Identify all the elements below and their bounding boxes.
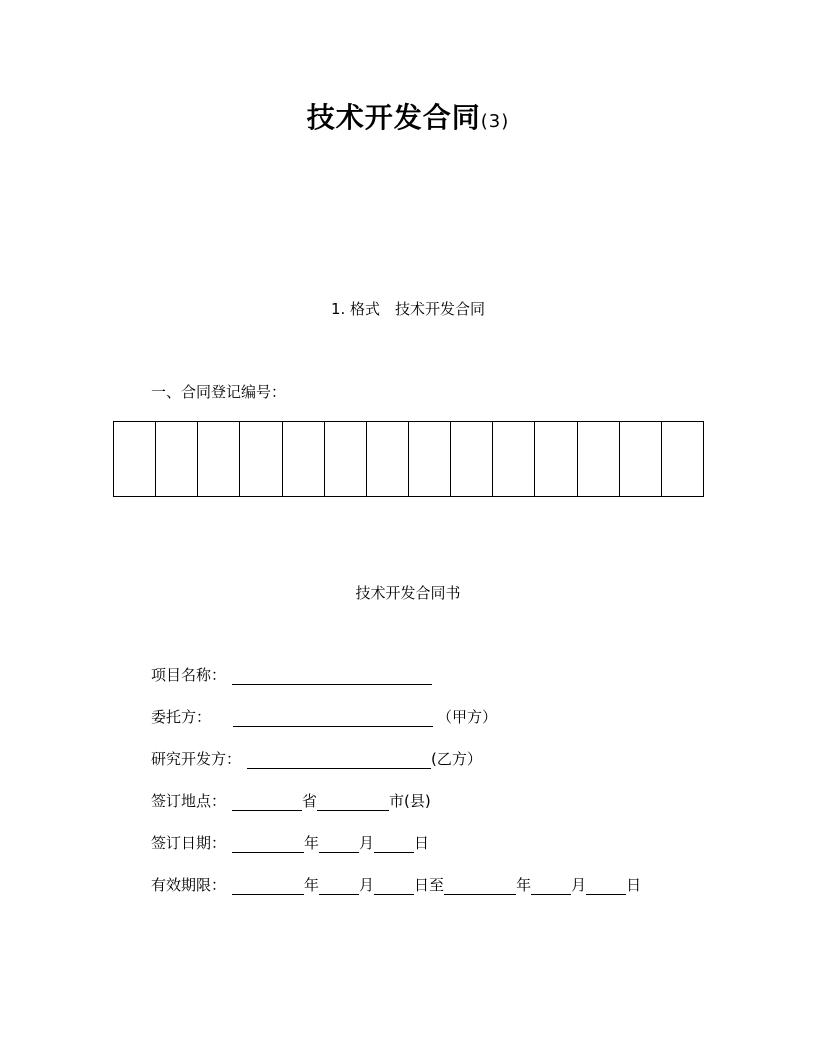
registration-cell[interactable] bbox=[324, 422, 366, 497]
registration-cell[interactable] bbox=[451, 422, 493, 497]
registration-number-grid bbox=[113, 421, 704, 497]
signing-date-row bbox=[151, 831, 429, 853]
registration-cell[interactable] bbox=[156, 422, 198, 497]
client-blank[interactable] bbox=[233, 709, 433, 727]
developer-suffix: (乙方） bbox=[431, 750, 482, 768]
start-month-unit: 月 bbox=[359, 876, 375, 894]
start-month-blank[interactable] bbox=[319, 877, 359, 895]
registration-cell[interactable] bbox=[577, 422, 619, 497]
title-text: 技术开发合同 bbox=[306, 101, 481, 134]
validity-row bbox=[151, 873, 641, 895]
end-month-unit: 月 bbox=[571, 876, 587, 894]
start-year-blank[interactable] bbox=[232, 877, 304, 895]
client-suffix: （甲方） bbox=[437, 708, 498, 726]
registration-cell[interactable] bbox=[619, 422, 661, 497]
end-day-blank[interactable] bbox=[586, 877, 626, 895]
developer-blank[interactable] bbox=[247, 751, 431, 769]
sign-day-unit: 日 bbox=[414, 834, 430, 852]
registration-cell[interactable] bbox=[114, 422, 156, 497]
client-row bbox=[151, 705, 497, 727]
start-year-unit: 年 bbox=[304, 876, 320, 894]
sign-month-blank[interactable] bbox=[319, 835, 359, 853]
developer-label: 研究开发方： bbox=[151, 750, 242, 768]
registration-cell[interactable] bbox=[661, 422, 703, 497]
project-name-blank[interactable] bbox=[232, 667, 432, 685]
city-unit: 市(县) bbox=[389, 792, 431, 810]
start-day-blank[interactable] bbox=[374, 877, 414, 895]
sign-month-unit: 月 bbox=[359, 834, 375, 852]
validity-label: 有效期限： bbox=[151, 876, 227, 894]
end-year-unit: 年 bbox=[516, 876, 532, 894]
registration-cell[interactable] bbox=[535, 422, 577, 497]
registration-cell[interactable] bbox=[493, 422, 535, 497]
start-day-to: 日至 bbox=[414, 876, 445, 894]
project-name-row bbox=[151, 663, 432, 685]
client-label: 委托方： bbox=[151, 708, 212, 726]
sign-year-blank[interactable] bbox=[232, 835, 304, 853]
contract-book-title: 技术开发合同书 bbox=[355, 584, 461, 602]
city-blank[interactable] bbox=[317, 793, 389, 811]
sign-day-blank[interactable] bbox=[374, 835, 414, 853]
title-suffix: (3) bbox=[480, 111, 510, 132]
registration-cell[interactable] bbox=[240, 422, 282, 497]
registration-cell[interactable] bbox=[366, 422, 408, 497]
end-year-blank[interactable] bbox=[444, 877, 516, 895]
project-name-label: 项目名称： bbox=[151, 666, 227, 684]
sign-year-unit: 年 bbox=[304, 834, 320, 852]
signing-place-label: 签订地点： bbox=[151, 792, 227, 810]
province-blank[interactable] bbox=[232, 793, 302, 811]
developer-row bbox=[151, 747, 482, 769]
registration-cell[interactable] bbox=[198, 422, 240, 497]
registration-cell[interactable] bbox=[408, 422, 450, 497]
registration-cell[interactable] bbox=[282, 422, 324, 497]
signing-place-row bbox=[151, 789, 431, 811]
section-subtitle: 1. 格式 技术开发合同 bbox=[330, 300, 486, 318]
province-unit: 省 bbox=[302, 792, 318, 810]
registration-number-label: 一、合同登记编号： bbox=[151, 383, 287, 401]
signing-date-label: 签订日期： bbox=[151, 834, 227, 852]
end-month-blank[interactable] bbox=[531, 877, 571, 895]
document-title bbox=[0, 96, 816, 136]
end-day-unit: 日 bbox=[626, 876, 642, 894]
